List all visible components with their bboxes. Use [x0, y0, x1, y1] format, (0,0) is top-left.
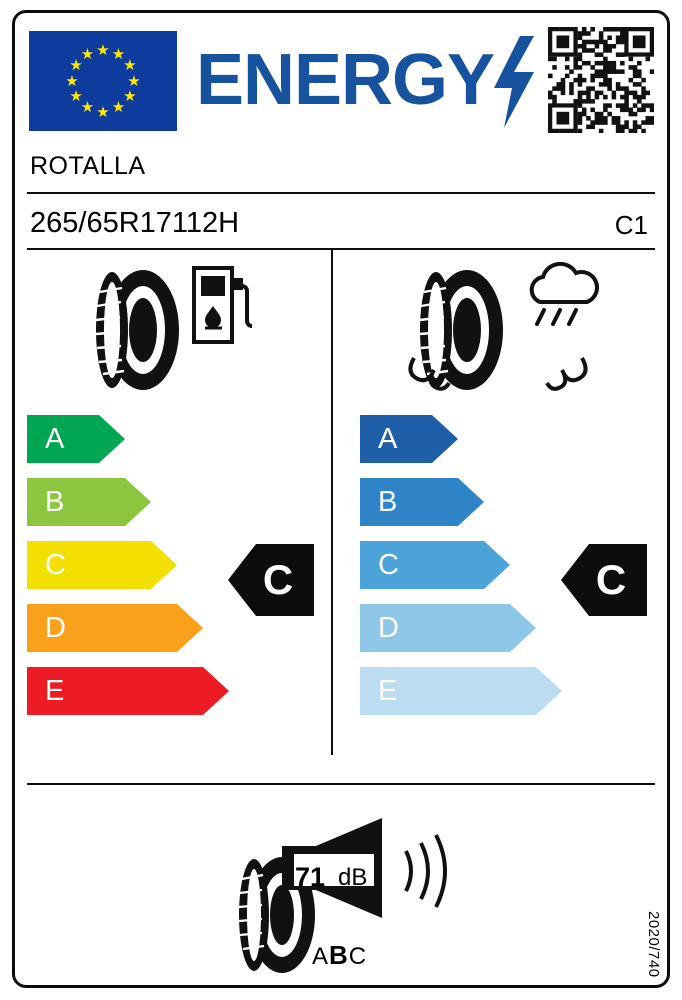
- eu-star-icon: ★: [69, 88, 83, 105]
- lightning-bolt-icon: [490, 36, 536, 128]
- divider-top: [27, 192, 655, 194]
- wet-selected-grade-letter: C: [595, 556, 627, 603]
- eu-star-icon: ★: [69, 57, 83, 74]
- divider-noise: [27, 783, 655, 785]
- wet-grade-letter: D: [378, 612, 399, 644]
- noise-class-b: B: [329, 940, 349, 970]
- eu-star-icon: ★: [96, 103, 110, 121]
- tyre-class-code: C1: [614, 210, 648, 240]
- eu-star-icon: ★: [80, 45, 95, 63]
- date-code: 2020/740: [645, 911, 662, 978]
- eu-star-icon: ★: [65, 72, 79, 90]
- rain-cloud-icon: [522, 262, 604, 334]
- eu-star-icon: ★: [127, 72, 141, 90]
- noise-class-row: [312, 940, 367, 971]
- eu-star-icon: ★: [80, 99, 95, 117]
- tyre-icon-fuel: [88, 268, 198, 393]
- tyre-size: 265/65R17112H: [30, 207, 240, 239]
- eu-star-icon: ★: [96, 41, 110, 59]
- fuel-grade-letter: E: [45, 675, 65, 707]
- vertical-divider: [331, 250, 333, 755]
- qr-code-icon: [548, 27, 654, 133]
- fuel-grade-letter: C: [45, 549, 66, 581]
- divider-second: [27, 248, 655, 250]
- eu-star-icon: ★: [123, 57, 137, 74]
- fuel-selected-grade: [228, 544, 314, 616]
- wet-grade-letter: B: [378, 486, 398, 518]
- eu-star-icon: ★: [123, 88, 137, 105]
- energy-title: ENERGY: [196, 40, 495, 120]
- noise-class-a: A: [312, 943, 330, 970]
- wet-grade-letter: C: [378, 549, 399, 581]
- wet-grade-letter: E: [378, 675, 398, 707]
- fuel-grade-letter: A: [45, 423, 65, 455]
- fuel-selected-grade-letter: C: [262, 556, 294, 603]
- brand-name: ROTALLA: [30, 152, 146, 180]
- wet-grade-letter: A: [378, 423, 398, 455]
- eu-flag-icon: [29, 31, 177, 131]
- wet-selected-grade: [561, 544, 647, 616]
- fuel-pump-icon: [192, 262, 254, 344]
- noise-class-c: C: [348, 943, 368, 970]
- water-splash-icon: [406, 352, 591, 400]
- noise-db-unit: dB: [338, 864, 368, 891]
- eu-star-icon: ★: [111, 45, 126, 63]
- eu-star-icon: ★: [111, 99, 126, 117]
- noise-db-value: 71: [295, 862, 326, 892]
- fuel-grade-letter: B: [45, 486, 65, 518]
- sound-waves-icon: [400, 825, 452, 917]
- fuel-grade-letter: D: [45, 612, 66, 644]
